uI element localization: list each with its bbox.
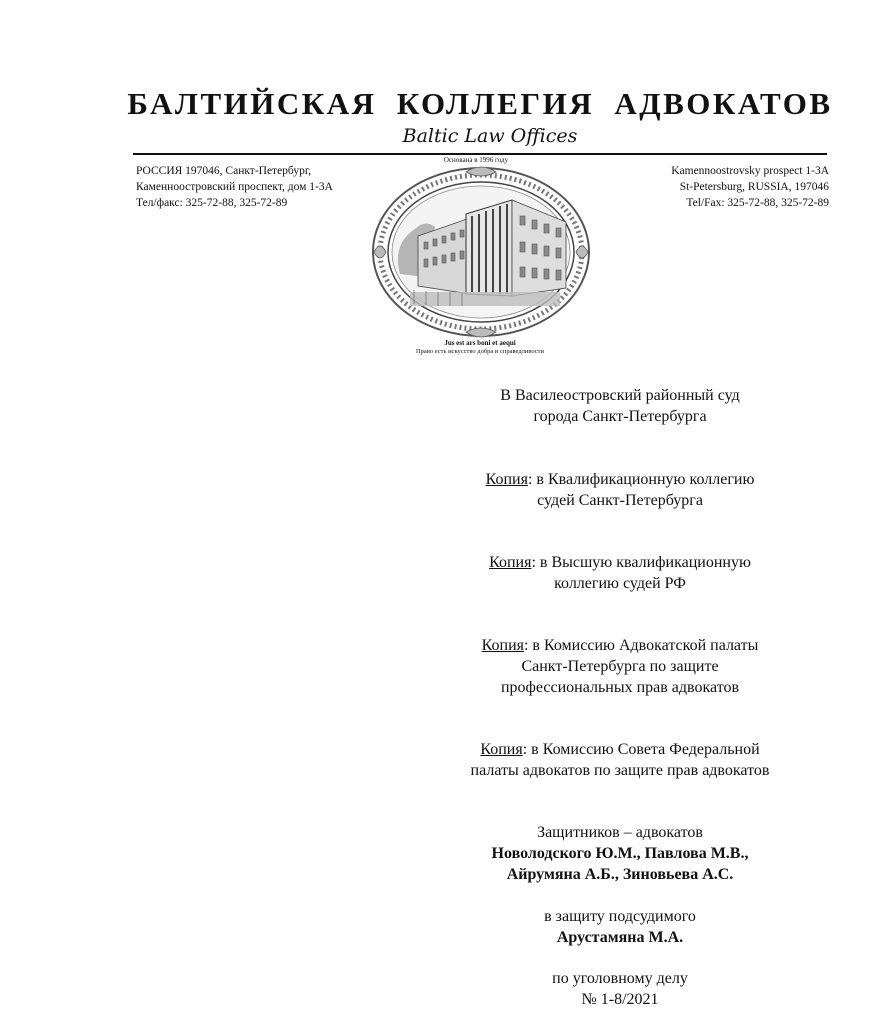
motto-latin: Jus est ars boni et aequi [444,339,516,347]
addressee-copy-2 [440,552,800,594]
copy-text: : в Комиссию Адвокатской палаты [523,637,759,654]
building-emblem-logo [370,164,592,340]
address-ru-line: Каменноостровский проспект, дом 1-3А [136,181,333,193]
copy-text: : в Комиссию Совета Федеральной [522,741,760,758]
addressee-line: В Василеостровский районный суд [500,387,740,404]
address-en-line: St-Petersburg, RUSSIA, 197046 [679,181,829,193]
copy-text: : в Квалификационную коллегию [527,471,755,488]
addressee-main [440,385,800,427]
motto-russian: Право есть искусство добра и справедливости [415,348,544,355]
defender-names: Новолодского Ю.М., Павлова М.В., [491,845,749,862]
address-ru-line: РОССИЯ 197046, Санкт-Петербург, [136,165,312,177]
addressee-line: палаты адвокатов по защите прав адвокатов [470,762,770,779]
address-en-line: Kamennoostrovsky prospect 1-3A [671,165,829,177]
defenders-block [440,822,800,885]
case-number: № 1-8/2021 [581,991,659,1008]
org-subtitle: Baltic Law Offices [402,125,578,147]
addressee-line: профессиональных прав адвокатов [500,679,740,696]
address-en-line: Tel/Fax: 325-72-88, 325-72-89 [686,197,829,209]
addressee-copy-4 [440,739,800,781]
addressee-line: судей Санкт-Петербурга [537,492,703,509]
copy-label: Копия [485,471,528,488]
case-intro: по уголовному делу [552,970,688,987]
case-block [440,968,800,1010]
address-en [671,163,829,211]
addressee-line: коллегию судей РФ [554,575,686,592]
addressee-line [440,552,800,573]
founded-note: Основана в 1996 году [443,156,509,164]
header-rule [133,153,827,155]
copy-label: Копия [489,554,532,571]
addressee-line [440,635,800,656]
defender-names: Айрумяна А.Б., Зиновьева А.С. [506,866,734,883]
address-ru [136,163,333,211]
defenders-intro: Защитников – адвокатов [537,824,703,841]
copy-label: Копия [480,741,523,758]
addressee-line [440,469,800,490]
defendant-name: Арустамяна М.А. [556,929,684,946]
defendant-block [440,906,800,948]
address-ru-line: Тел/факс: 325-72-88, 325-72-89 [136,197,288,209]
addressee-line: Санкт-Петербурга по защите [521,658,719,675]
addressee-copy-3 [440,635,800,698]
addressee-line: города Санкт-Петербурга [533,408,707,425]
addressee-line [440,739,800,760]
copy-label: Копия [481,637,524,654]
org-title: БАЛТИЙСКАЯ КОЛЛЕГИЯ АДВОКАТОВ [127,86,833,121]
addressee-copy-1 [440,469,800,511]
defendant-intro: в защиту подсудимого [544,908,696,925]
copy-text: : в Высшую квалификационную [531,554,751,571]
